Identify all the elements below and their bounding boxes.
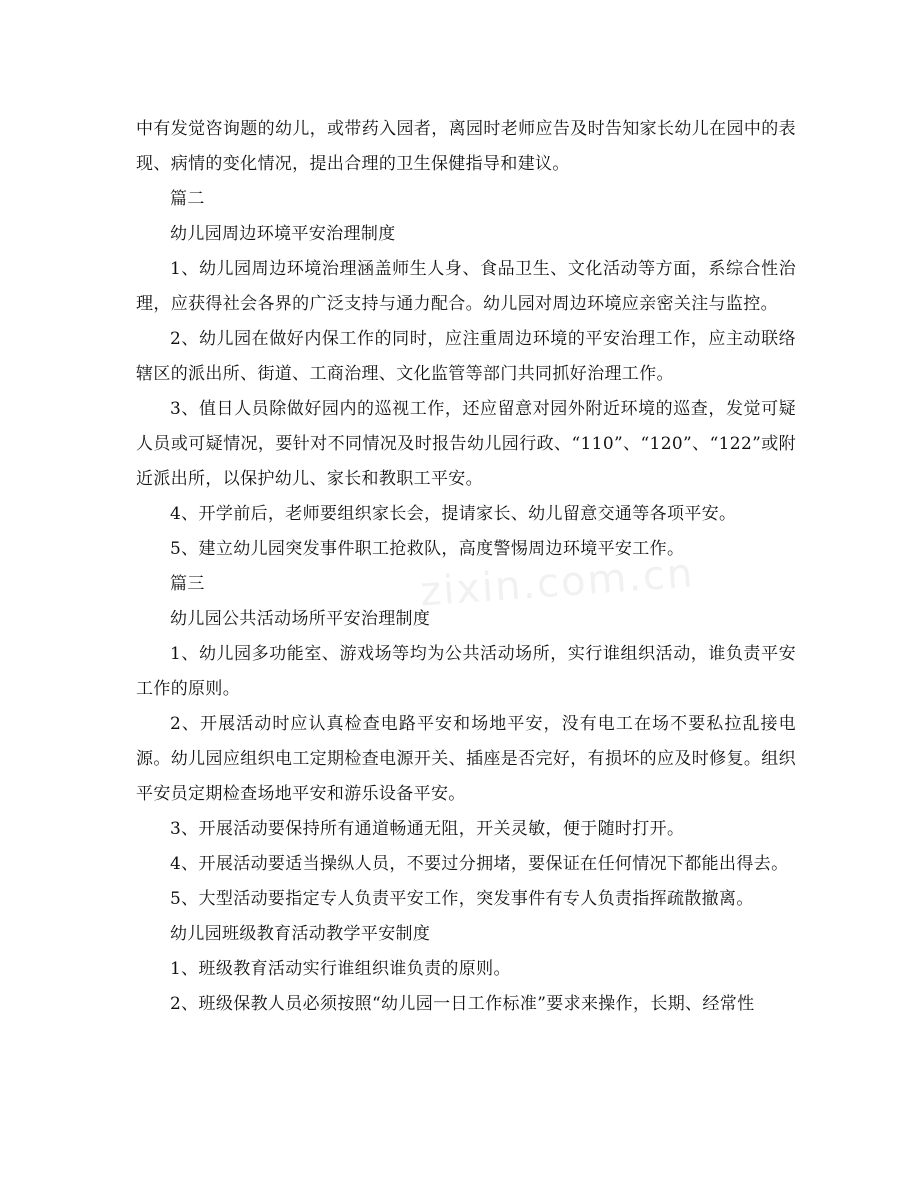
paragraph: 5、建立幼儿园突发事件职工抢救队，高度警惕周边环境平安工作。 [170,539,685,559]
paragraph: 3、开展活动要保持所有通道畅通无阻，开关灵敏，便于随时打开。 [170,819,685,839]
paragraph: 3、值日人员除做好园内的巡视工作，还应留意对园外附近环境的巡查，发觉可疑人员或可疑情况，要针对不同情况及时报告幼儿园行政、“110”、“120”、“122”或附近派出所，以保护幼儿、家长和教职工平安。 [136,399,796,489]
paragraph: 1、幼儿园多功能室、游戏场等均为公共活动场所，实行谁组织活动，谁负责平安工作的原则。 [136,644,796,699]
section-heading: 篇三 [170,574,205,594]
document-body [136,112,796,1022]
section-title: 幼儿园班级教育活动教学平安制度 [170,924,431,944]
section-title: 幼儿园周边环境平安治理制度 [170,224,396,244]
watermark: zixin.com.cn [418,550,696,616]
paragraph: 中有发觉咨询题的幼儿，或带药入园者，离园时老师应告及时告知家长幼儿在园中的表现、病情的变化情况，提出合理的卫生保健指导和建议。 [136,119,796,174]
paragraph: 4、开学前后，老师要组织家长会，提请家长、幼儿留意交通等各项平安。 [170,504,737,524]
paragraph: 2、幼儿园在做好内保工作的同时，应注重周边环境的平安治理工作，应主动联络辖区的派出所、街道、工商治理、文化监管等部门共同抓好治理工作。 [136,329,796,384]
paragraph: 2、开展活动时应认真检查电路平安和场地平安，没有电工在场不要私拉乱接电源。幼儿园应组织电工定期检查电源开关、插座是否完好，有损坏的应及时修复。组织平安员定期检查场地平安和游乐设备平安。 [136,714,796,804]
section-title: 幼儿园公共活动场所平安治理制度 [170,609,431,629]
paragraph: 4、开展活动要适当操纵人员，不要过分拥堵，要保证在任何情况下都能出得去。 [170,854,789,874]
section-heading: 篇二 [170,189,205,209]
paragraph: 5、大型活动要指定专人负责平安工作，突发事件有专人负责指挥疏散撤离。 [170,889,754,909]
paragraph: 1、班级教育活动实行谁组织谁负责的原则。 [170,959,511,979]
paragraph: 1、幼儿园周边环境治理涵盖师生人身、食品卫生、文化活动等方面，系综合性治理，应获得社会各界的广泛支持与通力配合。幼儿园对周边环境应亲密关注与监控。 [136,259,796,314]
paragraph: 2、班级保教人员必须按照“幼儿园一日工作标准”要求来操作，长期、经常性 [170,994,755,1014]
